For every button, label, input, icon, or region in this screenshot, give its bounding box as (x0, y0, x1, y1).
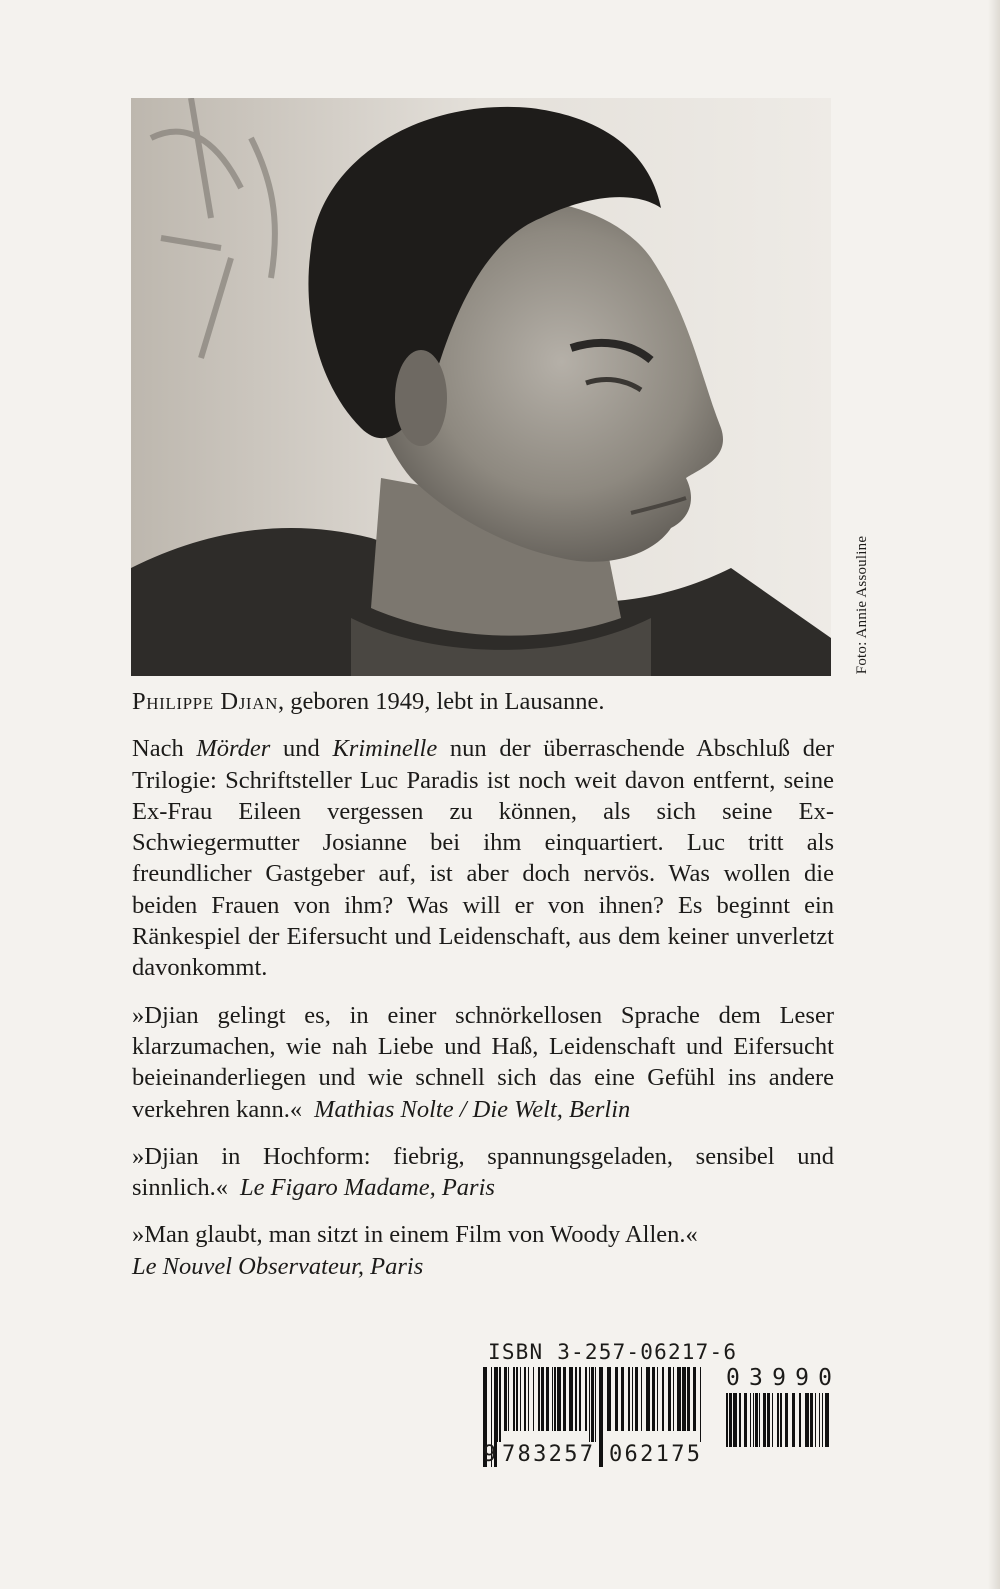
barcode-bar (810, 1393, 813, 1447)
barcode-bar (805, 1393, 809, 1447)
review-quote (132, 1141, 834, 1204)
barcode-bar (569, 1367, 573, 1431)
author-bio (132, 686, 834, 717)
ean-left-digits: 7 8 3 2 5 7 (497, 1442, 598, 1467)
barcode-bar (815, 1393, 816, 1447)
barcode-bar (621, 1367, 624, 1431)
barcode-bar (763, 1393, 766, 1447)
blurb-text: Nach (132, 735, 197, 763)
blurb-text: nun der überraschende Abschluß der Trilogie: Schriftsteller Luc Paradis ist noch weit davon entfernt, seine Ex-Frau Eileen vergessen zu können, als sich seine Ex-Schwiegermutter Josianne bei ihm einquartiert. Luc tritt als freundlicher Gastgeber auf, ist aber doch nervös. Was wollen die beiden Frauen von ihm? Was will er von ihnen? Es beginnt ein Ränkespiel der Eifersucht und Leidenschaft, aus dem keiner unverletzt davonkommt. (132, 735, 834, 982)
author-portrait-photo (131, 98, 831, 676)
barcode-bar (755, 1393, 758, 1447)
barcode-bar (546, 1367, 549, 1431)
barcode-bar (513, 1367, 515, 1431)
barcode-bar (753, 1393, 754, 1447)
barcode-bar (693, 1367, 696, 1431)
barcode-bar (575, 1367, 577, 1431)
price-addon-digits: 0 3 9 9 0 (726, 1365, 832, 1391)
barcode-bar (508, 1367, 509, 1431)
quote-text: »Djian gelingt es, in einer schnörkellosen Sprache dem Leser klarzumachen, wie nah Liebe und Haß, Leidenschaft und Eifersucht beieinanderliegen und wie schnell sich das eine Gefühl ins andere verkehren kann.« (132, 1001, 834, 1123)
barcode-bar (677, 1367, 681, 1431)
back-cover-text (132, 686, 834, 1298)
ean-right-digits: 0 6 2 1 7 5 (604, 1442, 705, 1467)
barcode-bar (563, 1367, 566, 1431)
ean-digits (483, 1431, 705, 1467)
blurb-text: und (270, 735, 333, 763)
barcode-bar (750, 1393, 751, 1447)
barcode-bar (516, 1367, 518, 1431)
book-title-moerder: Mörder (196, 735, 271, 763)
barcode-bar (615, 1367, 618, 1431)
quote-source: Mathias Nolte / Die Welt, Berlin (314, 1095, 631, 1123)
barcode-bar (628, 1367, 630, 1431)
barcode-bar (759, 1393, 760, 1447)
price-addon-barcode (726, 1393, 832, 1483)
barcode-bar (528, 1367, 529, 1431)
barcode-bar (585, 1367, 587, 1431)
barcode-bar (662, 1367, 664, 1431)
book-title-kriminelle: Kriminelle (332, 735, 438, 763)
barcode-bar (504, 1367, 507, 1431)
barcode-bar (780, 1393, 782, 1447)
barcode-bar (635, 1367, 638, 1431)
barcode-bar (799, 1393, 801, 1447)
quote-source: Le Figaro Madame, Paris (239, 1174, 495, 1202)
barcode-bar (792, 1393, 795, 1447)
author-name: Philippe Djian (132, 688, 278, 715)
barcode-bar (777, 1393, 779, 1447)
review-quote (132, 1000, 834, 1125)
barcode-bar (557, 1367, 561, 1431)
barcode-bar (552, 1367, 553, 1431)
review-quote (132, 1219, 834, 1282)
quote-text: »Djian in Hochform: fiebrig, spannungsgeladen, sensibel und sinnlich.« (132, 1142, 834, 1202)
barcode-bar (554, 1367, 556, 1431)
author-bio-rest: , geboren 1949, lebt in Lausanne. (277, 688, 605, 715)
barcode-bar (668, 1367, 671, 1431)
barcode-bar (733, 1393, 737, 1447)
ean-lead-digit: 9 (483, 1442, 497, 1467)
barcode-bar (632, 1367, 633, 1431)
barcode-bar (682, 1367, 686, 1431)
isbn-label: ISBN 3-257-06217-6 (488, 1340, 738, 1364)
barcode-bar (541, 1367, 544, 1431)
barcode-bar (785, 1393, 788, 1447)
barcode-bar (726, 1393, 728, 1447)
blurb-paragraph (132, 733, 834, 983)
barcode-bar (538, 1367, 540, 1431)
barcode-bar (825, 1393, 829, 1447)
ean-barcode (483, 1367, 705, 1467)
barcode-bar (607, 1367, 611, 1431)
barcode-bar (822, 1393, 823, 1447)
barcode-bar (520, 1367, 521, 1431)
barcode-bar (687, 1367, 690, 1431)
barcode-bar (533, 1367, 534, 1431)
quote-text: »Man glaubt, man sitzt in einem Film von Woody Allen.« (132, 1221, 698, 1249)
barcode-bar (524, 1367, 526, 1431)
barcode-bar (819, 1393, 820, 1447)
photo-credit: Foto: Annie Assouline (854, 535, 870, 675)
barcode-bar (673, 1367, 674, 1431)
quote-source: Le Nouvel Observateur, Paris (132, 1252, 424, 1280)
barcode-bar (652, 1367, 655, 1431)
barcode-bar (646, 1367, 650, 1431)
barcode-bar (767, 1393, 770, 1447)
barcode-bar (579, 1367, 581, 1431)
barcode-bar (657, 1367, 658, 1431)
cover-edge-shadow (988, 0, 1000, 1589)
barcode-bar (772, 1393, 773, 1447)
barcode-bar (739, 1393, 741, 1447)
barcode-bar (641, 1367, 642, 1431)
barcode-bar (729, 1393, 732, 1447)
barcode-bar (744, 1393, 747, 1447)
